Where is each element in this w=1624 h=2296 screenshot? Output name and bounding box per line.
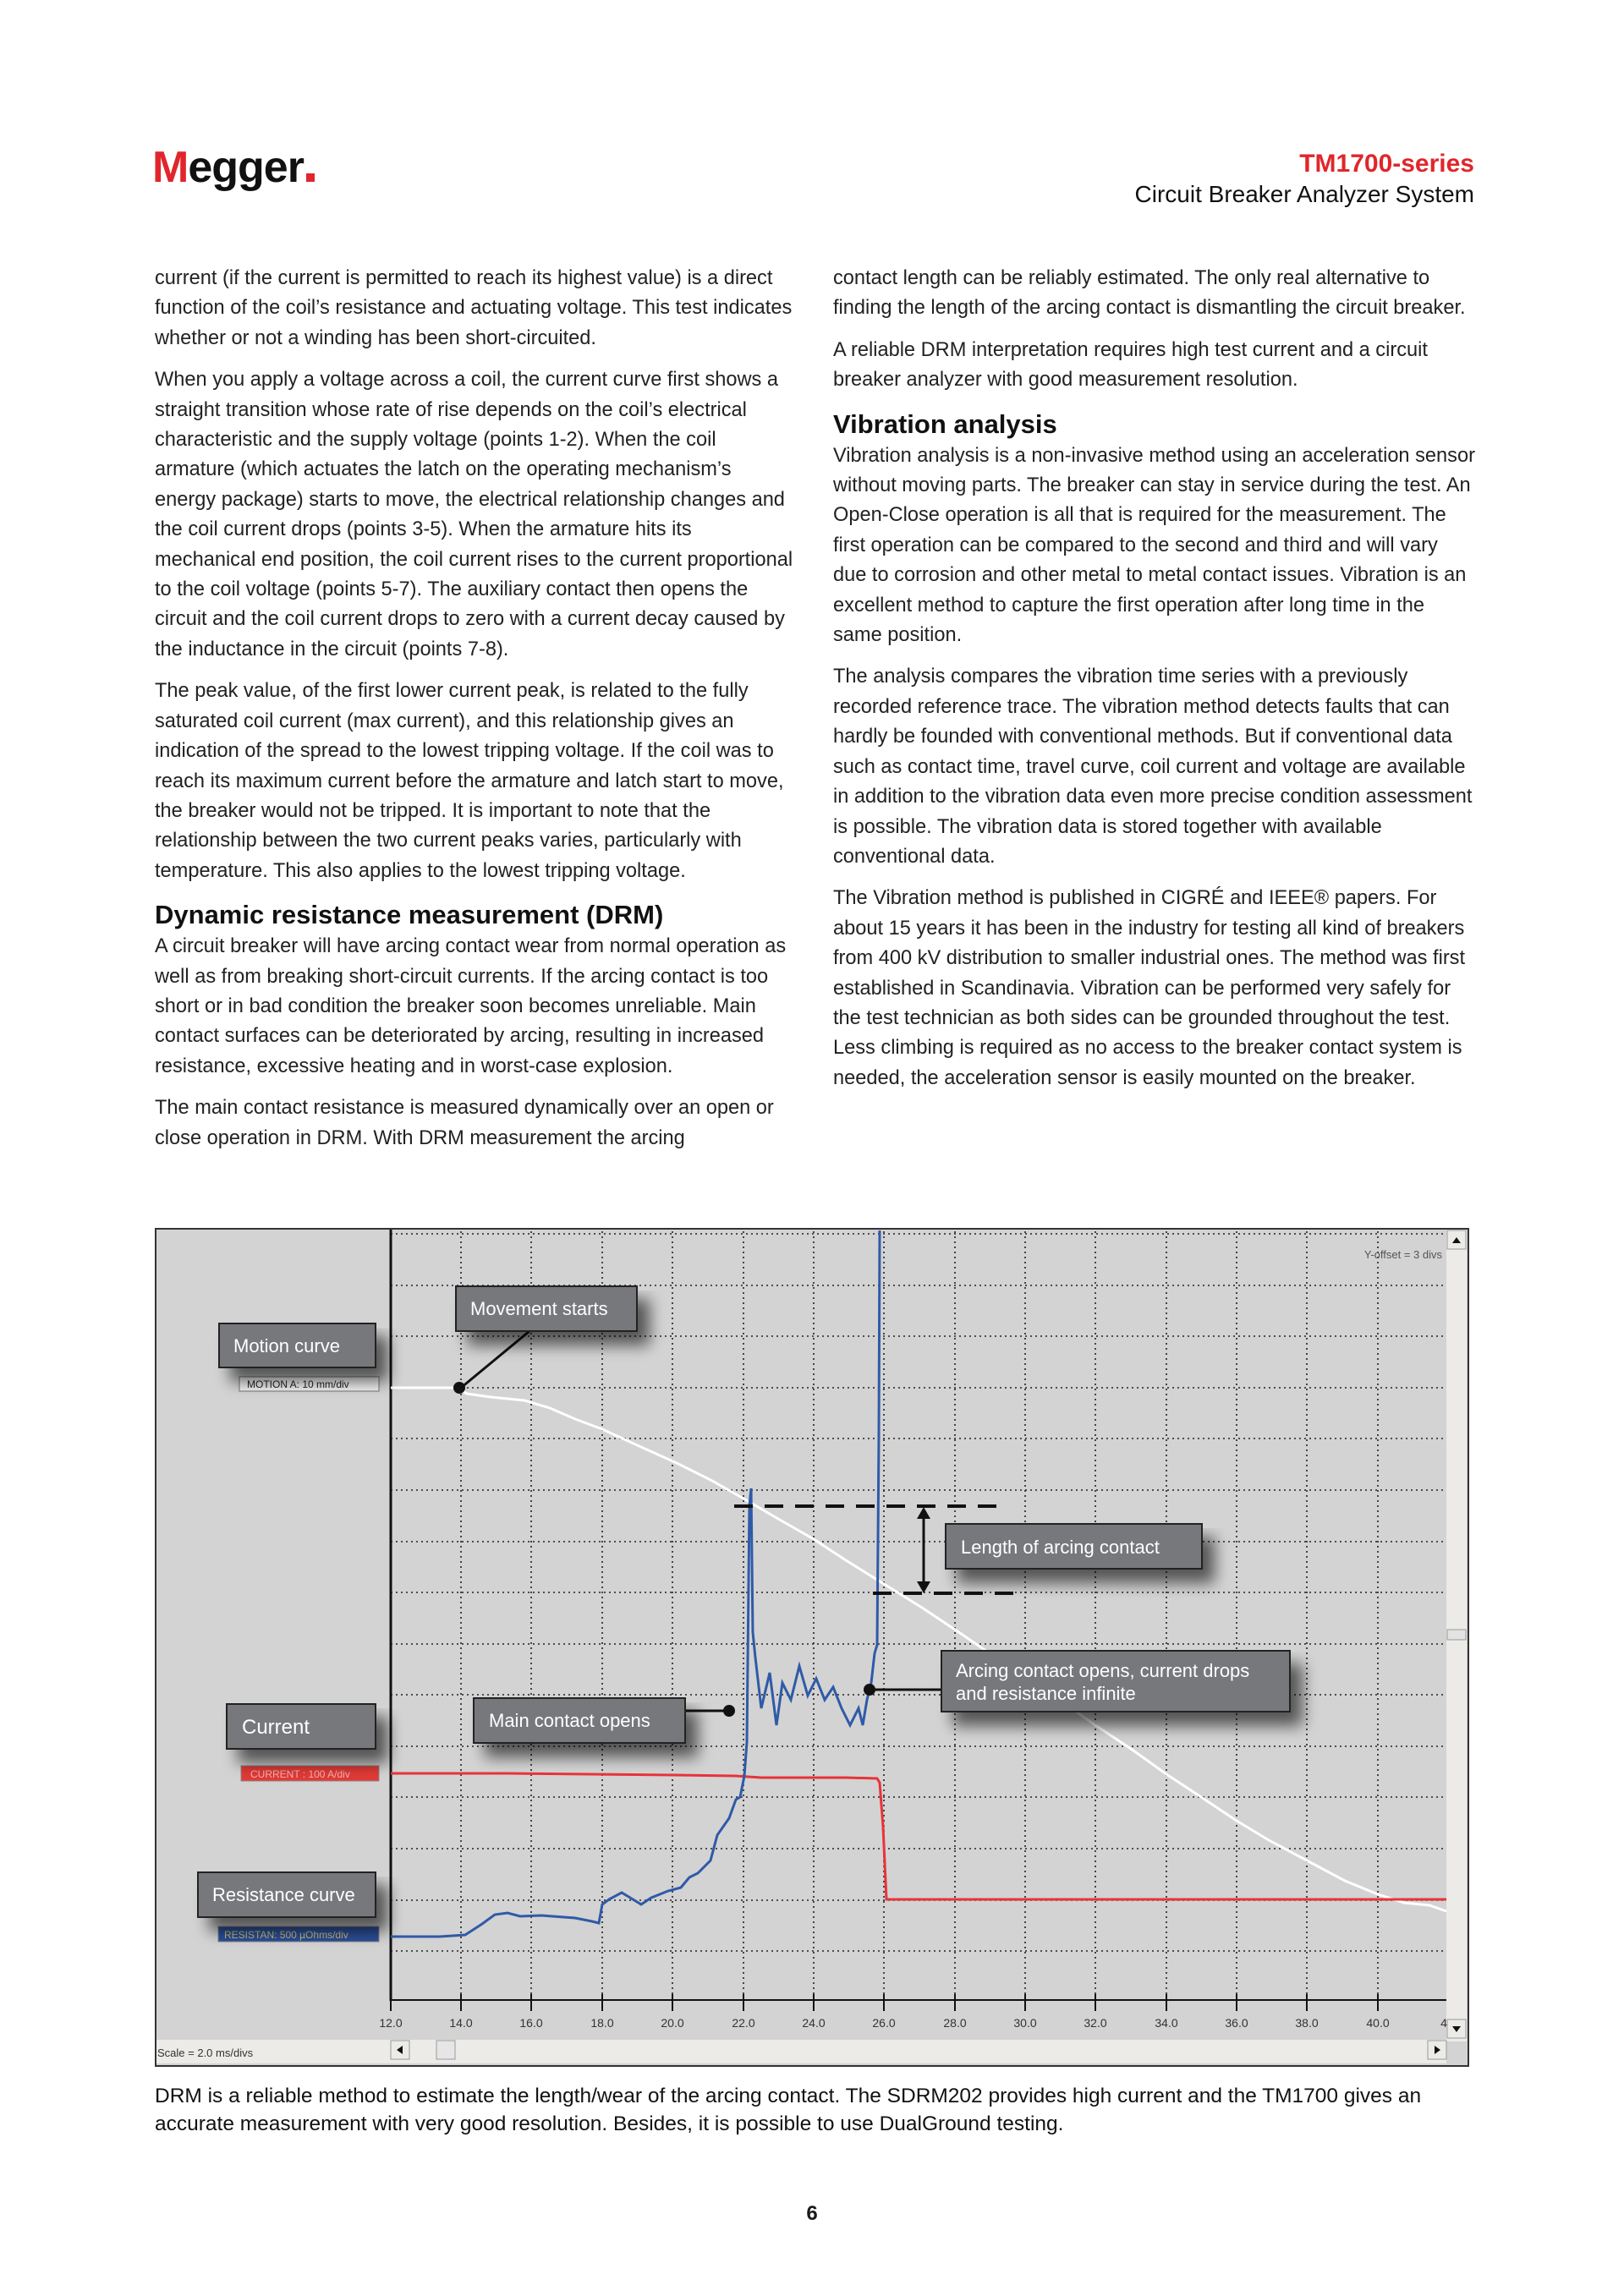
paragraph: The Vibration method is published in CIGRÉ and IEEE® papers. For about 15 years it has been in the industry for testing all kind of breakers from 400 kV distribution to smaller industrial ones. The method was first established in Scandinavia. Vibration can be performed very safely for the test technician as both sides can be grounded throughout the test. Less climbing is required as no access to the breaker contact system is needed, the acceleration sensor is easily mounted on the breaker. — [833, 887, 1466, 1089]
paragraph: The peak value, of the first lower current peak, is related to the fully saturated coil current (max current), and this relationship gives an indication of the spread to the lowest tripping voltage. If the coil was to reach its maximum current before the armature and latch start to move, the breaker would not be tripped. It is important to note that the relationship between the two current peaks varies, particularly with temperature. This also applies to the lowest tripping voltage. — [155, 680, 784, 882]
svg-text:Resistance curve: Resistance curve — [212, 1884, 355, 1905]
svg-text:26.0: 26.0 — [872, 2016, 896, 2030]
series-subtitle: Circuit Breaker Analyzer System — [1134, 181, 1474, 207]
paragraph: Vibration analysis is a non-invasive method using an acceleration sensor without moving parts. The breaker can stay in service during the test. An Open-Close operation is all that is required for the measurement. The first operation can be compared to the second and third and will vary due to corrosion and other metal to metal contact issues. Vibration is an excellent method to capture the first operation after long time in the same position. — [833, 444, 1475, 647]
svg-text:and resistance infinite: and resistance infinite — [956, 1683, 1136, 1704]
svg-text:34.0: 34.0 — [1155, 2016, 1178, 2030]
svg-text:Current: Current — [242, 1716, 310, 1739]
main-contact-marker — [723, 1705, 735, 1717]
drm-chart — [155, 1228, 1469, 2067]
y-offset-label: Y-offset = 3 divs — [1363, 1248, 1442, 1261]
paragraph: contact length can be reliably estimated. The only real alternative to finding the length of the arcing contact is dismantling the circuit breaker. — [833, 267, 1466, 320]
paragraph: When you apply a voltage across a coil, the current curve first shows a straight transition whose rate of rise depends on the coil’s electrical characteristic and the supply voltage (points 1-2). When the coil armature (which actuates the latch on the operating mechanism’s energy package) starts to move, the electrical relationship changes and the coil current drops (points 3-5). When the armature hits its mechanical end position, the coil current rises to the current proportional to the coil voltage (points 5-7). The auxiliary contact then opens the circuit and the coil current drops to zero with a current decay caused by the inductance in the circuit (points 7-8). — [155, 369, 793, 660]
svg-text:Length of arcing contact: Length of arcing contact — [961, 1537, 1160, 1558]
paragraph: The analysis compares the vibration time series with a previously recorded reference trace. The vibration method detects faults that can hardly be founded with conventional methods. But if conventional data such as contact time, travel curve, coil current and voltage are available in addition to the vibration data even more precise condition assessment is possible. The vibration data is stored together with available conventional data. — [833, 666, 1473, 868]
svg-text:32.0: 32.0 — [1084, 2016, 1107, 2030]
section-heading-drm: Dynamic resistance measurement (DRM) — [155, 900, 664, 930]
svg-text:20.0: 20.0 — [661, 2016, 684, 2030]
paragraph: A circuit breaker will have arcing contact wear from normal operation as well as from breaking short-circuit currents. If the arcing contact is too short or in bad condition the breaker soon becomes unreliable. Main contact surfaces can be deteriorated by arcing, resulting in increased resistance, excessive heating and in worst-case explosion. — [155, 935, 787, 1077]
svg-text:30.0: 30.0 — [1013, 2016, 1037, 2030]
scroll-thumb[interactable] — [1447, 1630, 1466, 1640]
svg-text:4: 4 — [1440, 2016, 1447, 2030]
resistance-channel-label — [218, 1926, 379, 1942]
right-column — [833, 264, 1476, 1105]
figure-caption: DRM is a reliable method to estimate the length/wear of the arcing contact. The SDRM202 provides high current and the TM1700 gives an accurate measurement with very good resolution. Besides, it is possible to use DualGround testing. — [155, 2085, 1422, 2135]
svg-text:Main contact opens: Main contact opens — [489, 1710, 650, 1731]
svg-text:12.0: 12.0 — [379, 2016, 403, 2030]
svg-text:14.0: 14.0 — [449, 2016, 473, 2030]
arcing-contact-marker — [864, 1684, 875, 1696]
page-number: 6 — [806, 2202, 818, 2225]
svg-text:MOTION A: 10 mm/div: MOTION A: 10 mm/div — [247, 1378, 349, 1390]
movement-start-marker — [453, 1382, 465, 1394]
current-channel-label — [241, 1766, 379, 1781]
scroll-thumb-h[interactable] — [436, 2041, 455, 2059]
svg-text:Movement starts: Movement starts — [470, 1298, 608, 1319]
svg-text:40.0: 40.0 — [1366, 2016, 1390, 2030]
section-heading-vibration: Vibration analysis — [833, 408, 1057, 439]
motion-channel-label — [239, 1377, 379, 1391]
svg-text:28.0: 28.0 — [943, 2016, 967, 2030]
series-title: TM1700-series — [1299, 150, 1474, 178]
svg-text:36.0: 36.0 — [1225, 2016, 1248, 2030]
svg-text:22.0: 22.0 — [732, 2016, 755, 2030]
paragraph: A reliable DRM interpretation requires high test current and a circuit breaker analyzer with good measurement resolution. — [833, 338, 1428, 392]
svg-text:38.0: 38.0 — [1295, 2016, 1319, 2030]
megger-logo: Megger — [152, 145, 315, 189]
paragraph: The main contact resistance is measured dynamically over an open or close operation in DRM. With DRM measurement the arcing — [155, 1097, 774, 1149]
svg-text:Motion curve: Motion curve — [233, 1335, 340, 1356]
svg-text:CURRENT : 100 A/div: CURRENT : 100 A/div — [250, 1768, 350, 1780]
svg-text:24.0: 24.0 — [802, 2016, 826, 2030]
svg-text:Arcing contact opens, current: Arcing contact opens, current drops — [956, 1660, 1250, 1681]
registered-mark-icon — [306, 173, 315, 182]
vertical-scrollbar[interactable] — [1446, 1230, 1467, 2041]
svg-text:18.0: 18.0 — [590, 2016, 614, 2030]
svg-text:RESISTAN: 500 µOhms/div: RESISTAN: 500 µOhms/div — [224, 1929, 348, 1941]
horizontal-scrollbar[interactable] — [156, 2040, 1446, 2063]
scale-label: Scale = 2.0 ms/divs — [157, 2047, 254, 2059]
svg-text:16.0: 16.0 — [519, 2016, 543, 2030]
paragraph: current (if the current is permitted to reach its highest value) is a direct function of the coil’s resistance and actuating voltage. This test indicates whether or not a winding has been short-circuited. — [155, 267, 793, 349]
document-header — [1135, 149, 1474, 210]
left-column — [155, 264, 798, 1165]
